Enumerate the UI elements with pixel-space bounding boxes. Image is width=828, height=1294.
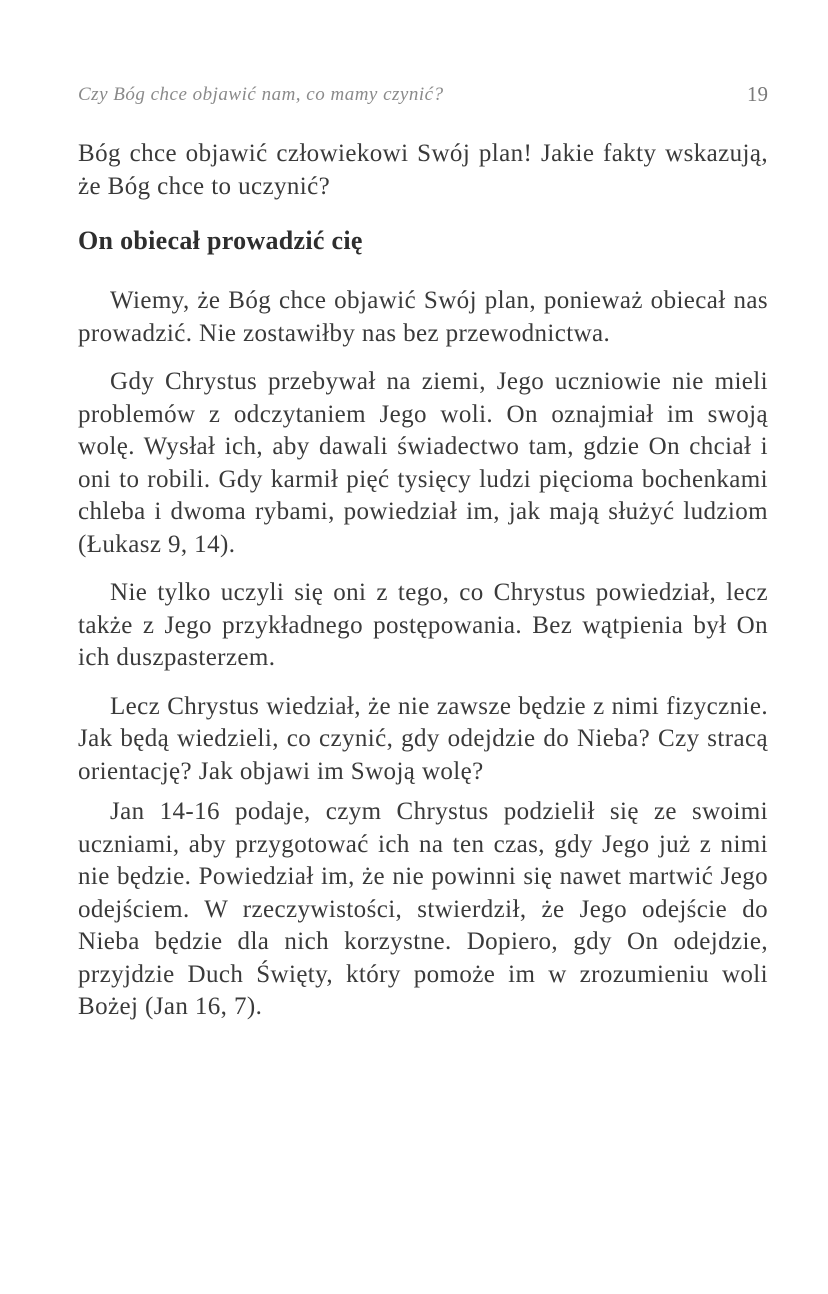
paragraph-1: Wiemy, że Bóg chce objawić Swój plan, ponieważ obiecał nas prowadzić. Nie zostawiłby nas bez przewodnictwa. (78, 287, 768, 347)
paragraph-2: Gdy Chrystus przebywał na ziemi, Jego uczniowie nie mieli problemów z odczytaniem Jego woli. On oznajmiał im swoją wolę. Wysłał ich, aby dawali świadectwo tam, gdzie On chciał i oni to robili. Gdy karmił pięć tysięcy ludzi pięcioma bochenkami chleba i dwoma rybami, powiedział im, jak mają służyć ludziom (Łukasz 9, 14). (78, 368, 768, 558)
running-title: Czy Bóg chce objawić nam, co mamy czynić? (78, 84, 444, 105)
paragraph-3: Nie tylko uczyli się oni z tego, co Chrystus powiedział, lecz także z Jego przykładnego postępowania. Bez wątpienia był On ich duszpasterzem. (78, 579, 768, 671)
paragraph-5: Jan 14-16 podaje, czym Chrystus podzielił się ze swoimi uczniami, aby przygotować ich na ten czas, gdy Jego już z nimi nie będzie. Powiedział im, że nie powinni się nawet martwić Jego odejściem. W rzeczywistości, stwierdził, że Jego odejście do Nieba będzie dla nich korzystne. Dopiero, gdy On odejdzie, przyjdzie Duch Święty, który pomoże im w zrozumieniu woli Bożej (Jan 16, 7). (78, 798, 768, 1020)
page-body (78, 138, 768, 1024)
section-heading: On obiecał prowadzić cię (78, 226, 363, 255)
intro-paragraph: Bóg chce objawić człowiekowi Swój plan! Jakie fakty wskazują, że Bóg chce to uczynić? (78, 140, 768, 200)
running-header (78, 84, 768, 114)
page-number: 19 (747, 82, 768, 106)
paragraph-4: Lecz Chrystus wiedział, że nie zawsze będzie z nimi fizycznie. Jak będą wiedzieli, co czynić, gdy odejdzie do Nieba? Czy stracą orientację? Jak objawi im Swoją wolę? (78, 692, 768, 785)
